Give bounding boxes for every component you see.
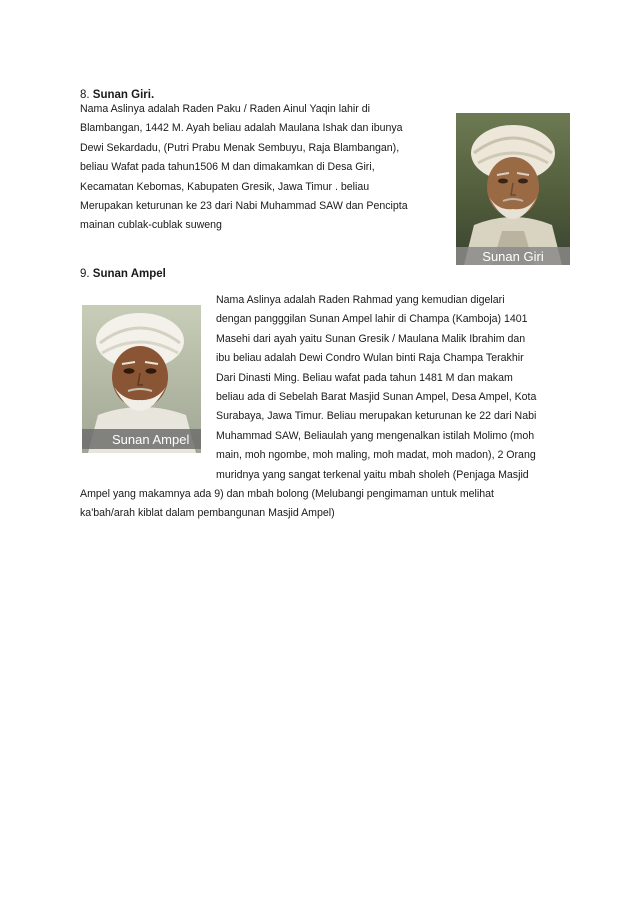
paragraph-line: mainan cublak-cublak suweng (80, 219, 222, 232)
paragraph-line: ibu beliau adalah Dewi Condro Wulan binti Raja Champa Terakhir (216, 352, 524, 365)
paragraph-line: beliau ada di Sebelah Barat Masjid Sunan Ampel, Desa Ampel, Kota (216, 391, 537, 404)
paragraph-line: Surabaya, Jawa Timur. Beliau merupakan keturunan ke 22 dari Nabi (216, 410, 537, 423)
paragraph-line: ka'bah/arah kiblat dalam pembangunan Masjid Ampel) (80, 507, 335, 520)
paragraph-line: muridnya yang sangat terkenal yaitu mbah sholeh (Penjaga Masjid (216, 468, 529, 481)
sunan-ampel-portrait (82, 305, 201, 453)
sunan-giri-portrait (456, 113, 570, 265)
section-title: Sunan Ampel (92, 268, 166, 280)
sunan-ampel-paragraph-full-width (80, 485, 494, 524)
paragraph-line: Muhammad SAW, Beliaulah yang mengenalkan istilah Molimo (moh (216, 429, 535, 442)
paragraph-line: main, moh ngombe, moh maling, moh madat, moh madon), 2 Orang (216, 449, 536, 462)
paragraph-line: beliau Wafat pada tahun1506 M dan dimakamkan di Desa Giri, (80, 161, 375, 174)
portrait-caption: Sunan Ampel (112, 432, 190, 447)
paragraph-line: Nama Aslinya adalah Raden Paku / Raden Ainul Yaqin lahir di (80, 103, 370, 115)
section-number: 8. (80, 89, 90, 101)
paragraph-line: Kecamatan Kebomas, Kabupaten Gresik, Jawa Timur . beliau (80, 180, 370, 193)
portrait-caption: Sunan Giri (482, 249, 544, 264)
paragraph-line: Masehi dari ayah yaitu Sunan Gresik / Maulana Malik Ibrahim dan (216, 332, 526, 345)
section-number: 9. (80, 268, 90, 280)
paragraph-line: dengan pangggilan Sunan Ampel lahir di Champa (Kamboja) 1401 (216, 313, 528, 326)
paragraph-line: Dari Dinasti Ming. Beliau wafat pada tahun 1481 M dan makam (216, 371, 513, 384)
paragraph-line: Dewi Sekardadu, (Putri Prabu Menak Sembuyu, Raja Blambangan), (80, 141, 400, 154)
paragraph-line: Ampel yang makamnya ada 9) dan mbah bolong (Melubangi pengimaman untuk melihat (80, 488, 494, 500)
section-heading-sunan-ampel (80, 267, 166, 281)
paragraph-line: Blambangan, 1442 M. Ayah beliau adalah Maulana Ishak dan ibunya (80, 122, 403, 135)
sunan-ampel-paragraph-beside-image (216, 291, 536, 485)
paragraph-line: Merupakan keturunan ke 23 dari Nabi Muhammad SAW dan Pencipta (80, 200, 408, 213)
paragraph-line: Nama Aslinya adalah Raden Rahmad yang kemudian digelari (216, 294, 505, 306)
section-title: Sunan Giri. (92, 89, 155, 101)
sunan-giri-paragraph (80, 100, 408, 236)
